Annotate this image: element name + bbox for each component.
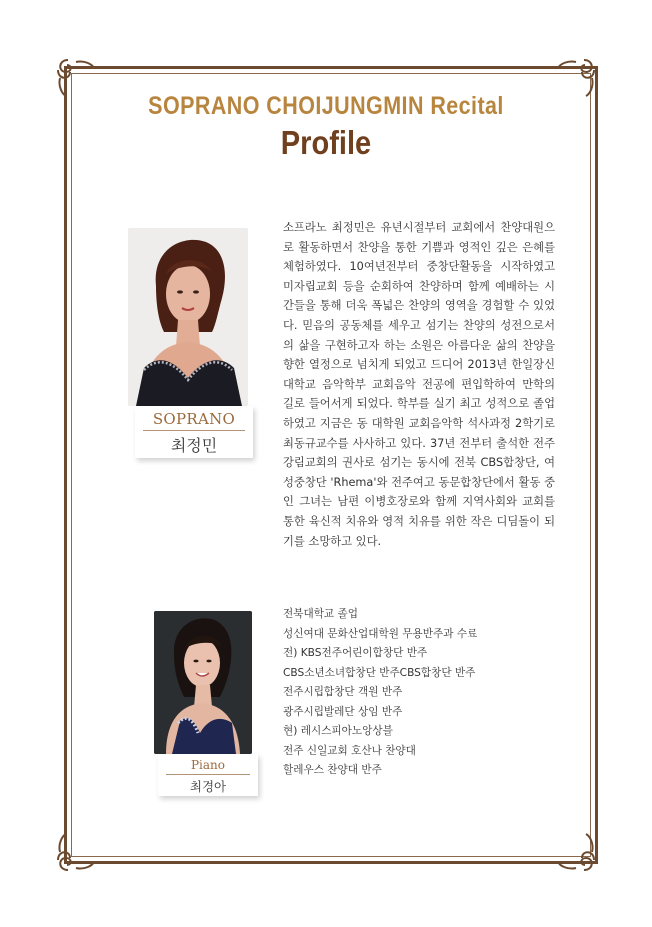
- corner-ornament-icon: [554, 830, 598, 874]
- soprano-name: 최정민: [170, 436, 218, 455]
- list-item: 광주시립발레단 상임 반주: [283, 705, 403, 718]
- caption-divider: [143, 430, 245, 431]
- list-item: 전주 신일교회 호산나 찬양대: [283, 744, 416, 757]
- soprano-portrait: [128, 228, 248, 406]
- list-item: CBS소년소녀합창단 반주CBS합창단 반주: [283, 666, 476, 679]
- soprano-biography: [283, 218, 555, 551]
- soprano-caption: [135, 406, 253, 458]
- pianist-caption: [158, 754, 258, 796]
- list-item: 전주시립합창단 객원 반주: [283, 686, 403, 698]
- soprano-role: SOPRANO: [152, 410, 236, 428]
- corner-ornament-icon: [54, 830, 98, 874]
- list-item: 성신여대 문화산업대학원 무용반주과 수료: [283, 627, 478, 640]
- pianist-history-list: [283, 605, 543, 781]
- pianist-role: Piano: [190, 758, 226, 772]
- list-item: 할레우스 찬양대 반주: [283, 764, 382, 776]
- list-item: 전북대학교 졸업: [283, 608, 359, 620]
- recital-title: SOPRANO CHOIJUNGMIN Recital: [148, 92, 504, 120]
- soprano-bio-text: 소프라노 최정민은 유년시절부터 교회에서 찬양대원으로 활동하면서 찬양을 통한 기쁨과 영적인 깊은 은혜를 체험하였다. 10여년전부터 중창단활동을 시작하였고 미자립교회 등을 순회하여 찬양하며 함께 예배하는 시간들을 통해 더욱 폭넓은 찬양의 영역을 경험할 수 있었다. 믿음의 공동체를 세우고 섬기는 찬양의 성전으로서의 삶을 구현하고자 하는 소원은 아름다운 삶의 찬양을 향한 열정으로 넘치게 되었고 드디어 2013년 한일장신대학교 음악학부 교회음악 전공에 편입학하여 만학의 길로 들어서게 되었다. 학부를 실기 최고 성적으로 졸업하였고 지금은 동 대학원 교회음악학 석사과정 2학기로 최동규교수를 사사하고 있다. 37년 전부터 출석한 전주 강림교회의 권사로 섬기는 동시에 전북 CBS합창단, 여성중창단 'Rhema'와 전주여고 동문합창단에서 활동 중인 그녀는 남편 이병호장로와 함께 지역사회와 교회를 통한 육신적 치유와 영적 치유를 위한 작은 디딤돌이 되기를 소망하고 있다.: [283, 221, 555, 548]
- profile-heading: Profile: [280, 124, 372, 161]
- list-item: 전) KBS전주어린이합창단 반주: [283, 647, 428, 659]
- pianist-portrait: [154, 611, 252, 754]
- pianist-name: 최경아: [189, 779, 227, 794]
- list-item: 현) 레시스피아노앙상블: [283, 725, 393, 737]
- caption-divider: [166, 774, 250, 775]
